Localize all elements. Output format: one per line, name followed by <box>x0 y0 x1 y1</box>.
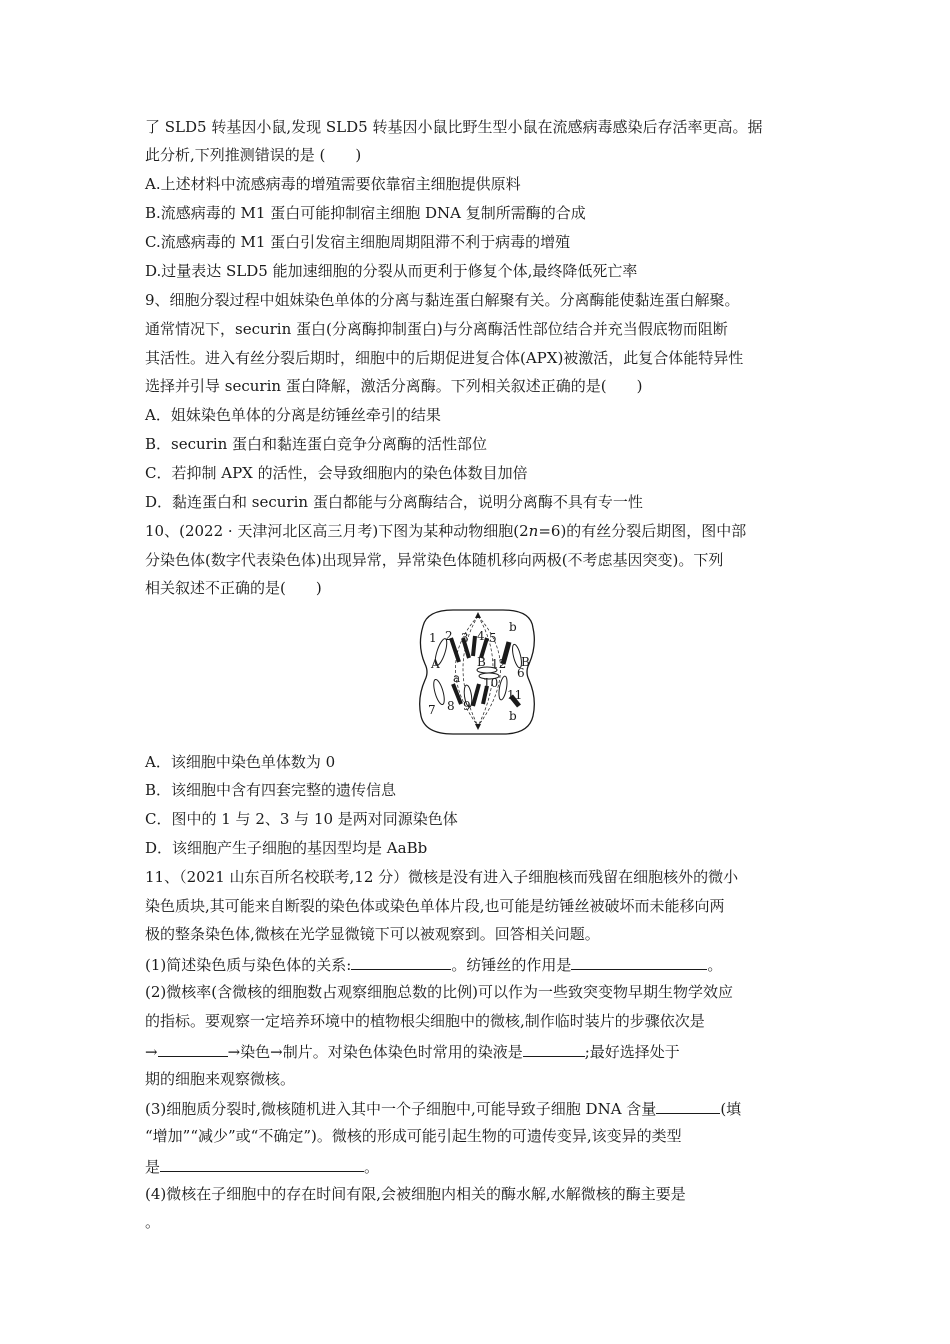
q11-part3-line3: 是 。 <box>145 1155 379 1177</box>
label-9: 9 <box>463 699 471 713</box>
q11-part4-line1: (4)微核在子细胞中的存在时间有限,会被细胞内相关的酶水解,水解微核的酶主要是 <box>145 1185 686 1203</box>
q11-part3-line2: “增加”“减少”或“不确定”)。微核的形成可能引起生物的可遗传变异,该变异的类型 <box>145 1127 682 1145</box>
label-a: a <box>453 671 461 685</box>
spindle-pole-bottom <box>475 724 481 730</box>
label-12: 12 <box>491 657 507 671</box>
lower-chromosomes <box>432 676 519 708</box>
q11-stem-line2: 染色质块,其可能来自断裂的染色体或染色单体片段,也可能是纺锤丝被破坏而未能移向两 <box>145 897 725 915</box>
q9-option-a: A．姐妹染色单体的分离是纺锤丝牵引的结果 <box>145 406 441 424</box>
answer-blank-6[interactable] <box>160 1155 364 1172</box>
label-4: 4 <box>477 629 485 643</box>
q9-stem-line1: 9、细胞分裂过程中姐妹染色单体的分离与黏连蛋白解聚有关。分离酶能使黏连蛋白解聚。 <box>145 291 740 309</box>
spindle-pole-top <box>475 612 481 618</box>
q10-option-b: B．该细胞中含有四套完整的遗传信息 <box>145 781 397 799</box>
q9-stem-line2: 通常情况下，securin 蛋白(分离酶抑制蛋白)与分离酶活性部位结合并充当假底物而阻断 <box>145 320 728 338</box>
q8-option-a: A.上述材料中流感病毒的增殖需要依靠宿主细胞提供原料 <box>145 175 521 193</box>
q11-part4-line2: 。 <box>145 1213 161 1231</box>
q10-stem-line2: 分染色体(数字代表染色体)出现异常，异常染色体随机移向两极(不考虑基因突变)。下列 <box>145 551 724 569</box>
label-7: 7 <box>428 703 436 717</box>
label-3: 3 <box>461 631 469 645</box>
cell-division-figure <box>413 606 543 738</box>
label-A: A <box>431 657 440 671</box>
label-10: 10 <box>483 676 499 690</box>
label-b-bottom: b <box>509 709 517 723</box>
label-2: 2 <box>445 629 453 643</box>
q11-stem-line3: 极的整条染色体,微核在光学显微镜下可以被观察到。回答相关问题。 <box>145 925 600 943</box>
q11-part2-line3: → →染色→制片。对染色体染色时常用的染液是 ;最好选择处于 <box>145 1040 680 1062</box>
q11-part1: (1)简述染色质与染色体的关系: 。纺锤丝的作用是 。 <box>145 953 722 975</box>
answer-blank-3[interactable] <box>158 1040 228 1057</box>
q9-stem-line4: 选择并引导 securin 蛋白降解，激活分离酶。下列相关叙述正确的是( ) <box>145 377 643 395</box>
q9-option-b: B．securin 蛋白和黏连蛋白竞争分离酶的活性部位 <box>145 435 488 453</box>
q10-stem-line3: 相关叙述不正确的是( ) <box>145 579 322 597</box>
label-6: 6 <box>517 666 525 680</box>
label-b-top: b <box>509 620 517 634</box>
label-8: 8 <box>447 699 455 713</box>
q9-option-d: D．黏连蛋白和 securin 蛋白都能与分离酶结合，说明分离酶不具有专一性 <box>145 493 643 511</box>
q8-option-d: D.过量表达 SLD5 能加速细胞的分裂从而更利于修复个体,最终降低死亡率 <box>145 262 638 280</box>
answer-blank-5[interactable] <box>656 1097 720 1114</box>
answer-blank-1[interactable] <box>351 953 451 970</box>
q11-part2-line2: 的指标。要观察一定培养环境中的植物根尖细胞中的微核,制作临时装片的步骤依次是 <box>145 1012 705 1030</box>
q11-part3-line1: (3)细胞质分裂时,微核随机进入其中一个子细胞中,可能导致子细胞 DNA 含量 (填 <box>145 1097 741 1119</box>
q10-option-c: C．图中的 1 与 2、3 与 10 是两对同源染色体 <box>145 810 458 828</box>
q10-stem-line1: 10、(2022 · 天津河北区高三月考)下图为某种动物细胞(2n=6)的有丝分裂后期图，图中部 <box>145 522 747 540</box>
q9-stem-line3: 其活性。进入有丝分裂后期时，细胞中的后期促进复合体(APX)被激活，此复合体能特异性 <box>145 349 744 367</box>
q8-option-b: B.流感病毒的 M1 蛋白可能抑制宿主细胞 DNA 复制所需酶的合成 <box>145 204 586 222</box>
answer-blank-2[interactable] <box>571 953 707 970</box>
label-5: 5 <box>489 631 497 645</box>
label-B-mid: B <box>477 655 486 669</box>
answer-blank-4[interactable] <box>523 1040 585 1057</box>
q11-part2-line1: (2)微核率(含微核的细胞数占观察细胞总数的比例)可以作为一些致突变物早期生物学效应 <box>145 983 733 1001</box>
q10-option-a: A．该细胞中染色单体数为 0 <box>145 753 336 771</box>
q10-option-d: D．该细胞产生子细胞的基因型均是 AaBb <box>145 839 428 857</box>
label-1: 1 <box>429 631 437 645</box>
q9-option-c: C．若抑制 APX 的活性，会导致细胞内的染色体数目加倍 <box>145 464 528 482</box>
q11-part2-line4: 期的细胞来观察微核。 <box>145 1070 296 1088</box>
q8-stem-line2: 此分析,下列推测错误的是 ( ) <box>145 146 362 164</box>
q11-stem-line1: 11、（2021 山东百所名校联考,12 分）微核是没有进入子细胞核而残留在细胞核外的微小 <box>145 868 739 886</box>
q8-option-c: C.流感病毒的 M1 蛋白引发宿主细胞周期阻滞不利于病毒的增殖 <box>145 233 571 251</box>
label-11: 11 <box>507 688 523 702</box>
label-B-right: B <box>521 655 530 669</box>
q8-stem-line1: 了 SLD5 转基因小鼠,发现 SLD5 转基因小鼠比野生型小鼠在流感病毒感染后存活率更高。据 <box>145 118 763 136</box>
